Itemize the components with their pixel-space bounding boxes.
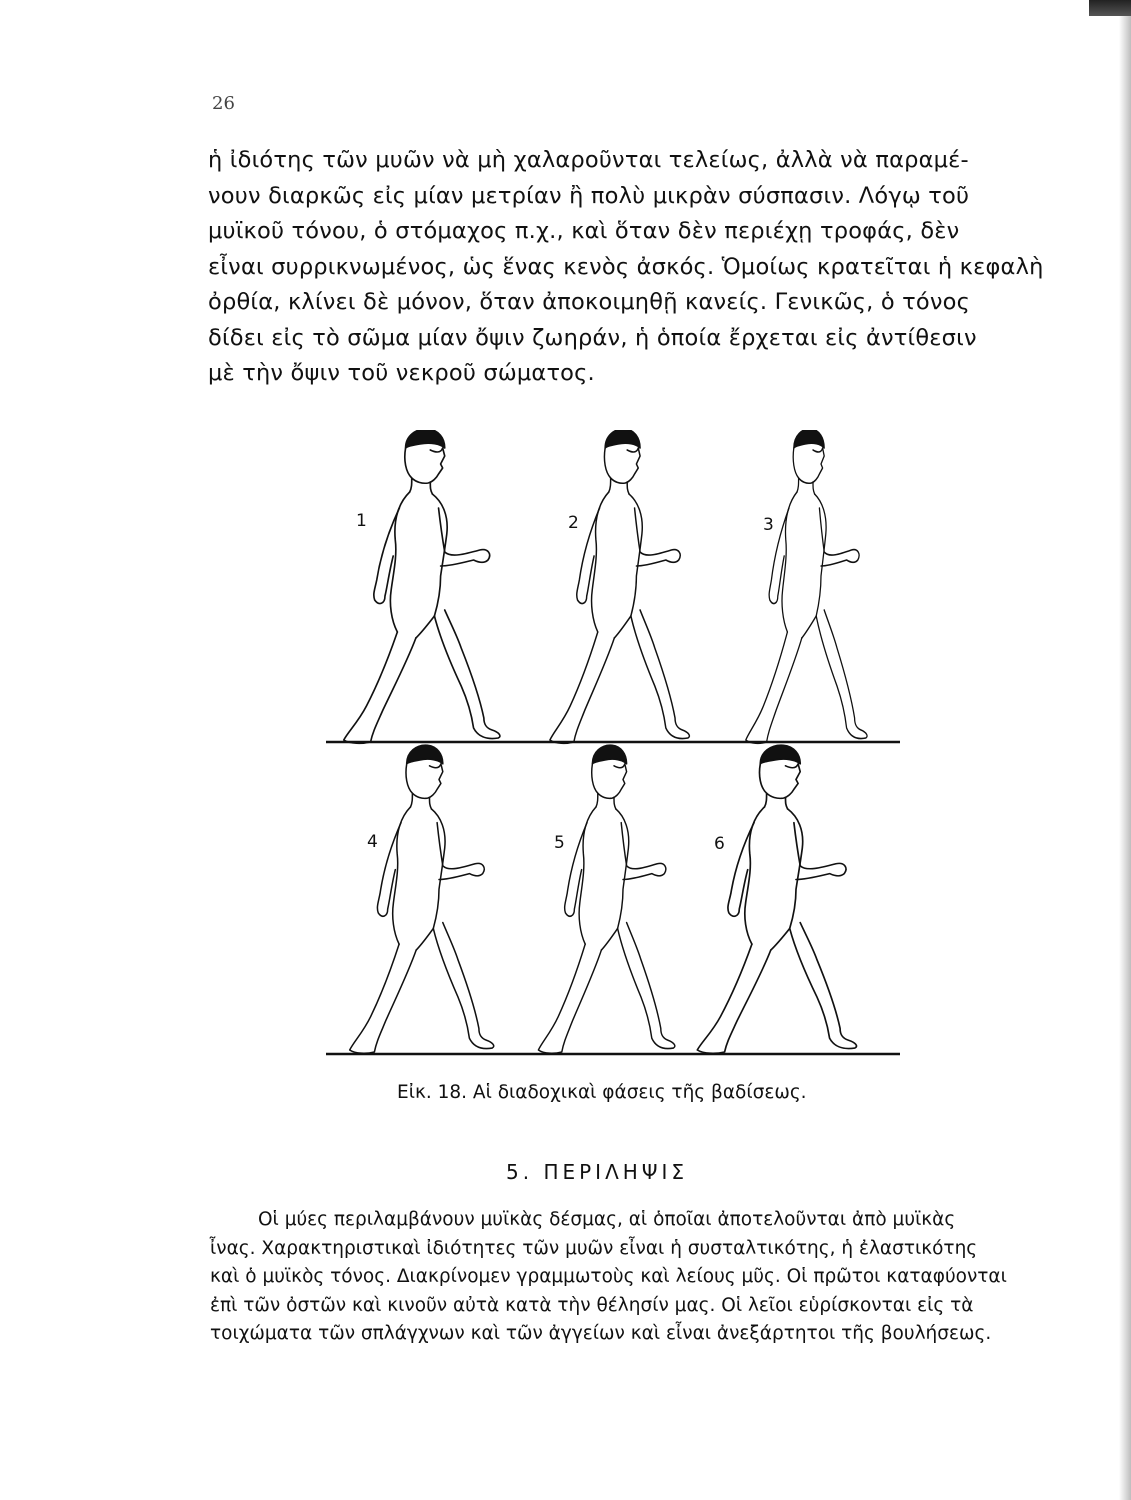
summary-line: τοιχώματα τῶν σπλάγχνων καὶ τῶν ἀγγείων καὶ εἶναι ἀνεξάρτητοι τῆς βουλήσεως. — [210, 1323, 992, 1344]
summary-paragraph — [210, 1206, 1030, 1349]
summary-line: καὶ ὁ μυϊκὸς τόνος. Διακρίνομεν γραμμωτοὺς καὶ λείους μῦς. Οἱ πρῶτοι καταφύονται — [210, 1266, 1007, 1287]
walking-phases-illustration — [320, 430, 905, 1070]
walker-figure-6 — [697, 745, 856, 1053]
phase-label-2: 2 — [568, 513, 579, 533]
phase-label-5: 5 — [554, 833, 565, 853]
summary-line: ἶνας. Χαρακτηριστικαὶ ἰδιότητες τῶν μυῶν εἶναι ἡ συσταλτικότης, ἡ ἐλαστικότης — [210, 1237, 978, 1259]
body-line: ἡ ἰδιότης τῶν μυῶν νὰ μὴ χαλαροῦνται τελείως, ἀλλὰ νὰ παραμέ- — [208, 147, 969, 173]
scan-corner-mark — [1089, 0, 1131, 16]
phase-label-6: 6 — [714, 834, 725, 854]
body-line: ὀρθία, κλίνει δὲ μόνον, ὅταν ἀποκοιμηθῇ κανείς. Γενικῶς, ὁ τόνος — [208, 289, 971, 315]
body-line: μὲ τὴν ὄψιν τοῦ νεκροῦ σώματος. — [208, 360, 595, 386]
phase-label-3: 3 — [763, 515, 774, 535]
page-number: 26 — [212, 93, 235, 114]
summary-line: Οἱ μύες περιλαμβάνουν μυϊκὰς δέσμας, αἱ ὁποῖαι ἀποτελοῦνται ἀπὸ μυϊκὰς — [258, 1209, 956, 1230]
walker-figure-2 — [550, 430, 689, 743]
walker-figure-4 — [350, 745, 494, 1053]
figure-caption: Εἰκ. 18. Αἱ διαδοχικαὶ φάσεις τῆς βαδίσεως. — [397, 1082, 807, 1103]
phase-label-4: 4 — [367, 832, 378, 852]
body-line: νουν διαρκῶς εἰς μίαν μετρίαν ἢ πολὺ μικρὰν σύσπασιν. Λόγῳ τοῦ — [208, 182, 970, 209]
body-line: μυϊκοῦ τόνου, ὁ στόμαχος π.χ., καὶ ὅταν δὲν περιέχῃ τροφάς, δὲν — [208, 218, 960, 244]
body-line: δίδει εἰς τὸ σῶμα μίαν ὄψιν ζωηράν, ἡ ὁποία ἔρχεται εἰς ἀντίθεσιν — [208, 324, 977, 351]
page-edge-shadow — [1119, 0, 1131, 1500]
walker-figure-5 — [538, 745, 674, 1053]
summary-line: ἐπὶ τῶν ὀστῶν καὶ κινοῦν αὐτὰ κατὰ τὴν θέλησίν μας. Οἱ λεῖοι εὑρίσκονται εἰς τὰ — [210, 1294, 974, 1316]
body-line: εἶναι συρρικνωμένος, ὡς ἕνας κενὸς ἀσκός. Ὁμοίως κρατεῖται ἡ κεφαλὴ — [208, 253, 1044, 280]
section-heading: 5. ΠΕΡΙΛΗΨΙΣ — [506, 1160, 689, 1184]
body-paragraph — [208, 143, 1044, 392]
walker-figure-3 — [746, 430, 867, 743]
walking-phases-figure — [320, 430, 905, 1070]
phase-label-1: 1 — [356, 511, 367, 531]
walker-figure-1 — [344, 430, 500, 743]
